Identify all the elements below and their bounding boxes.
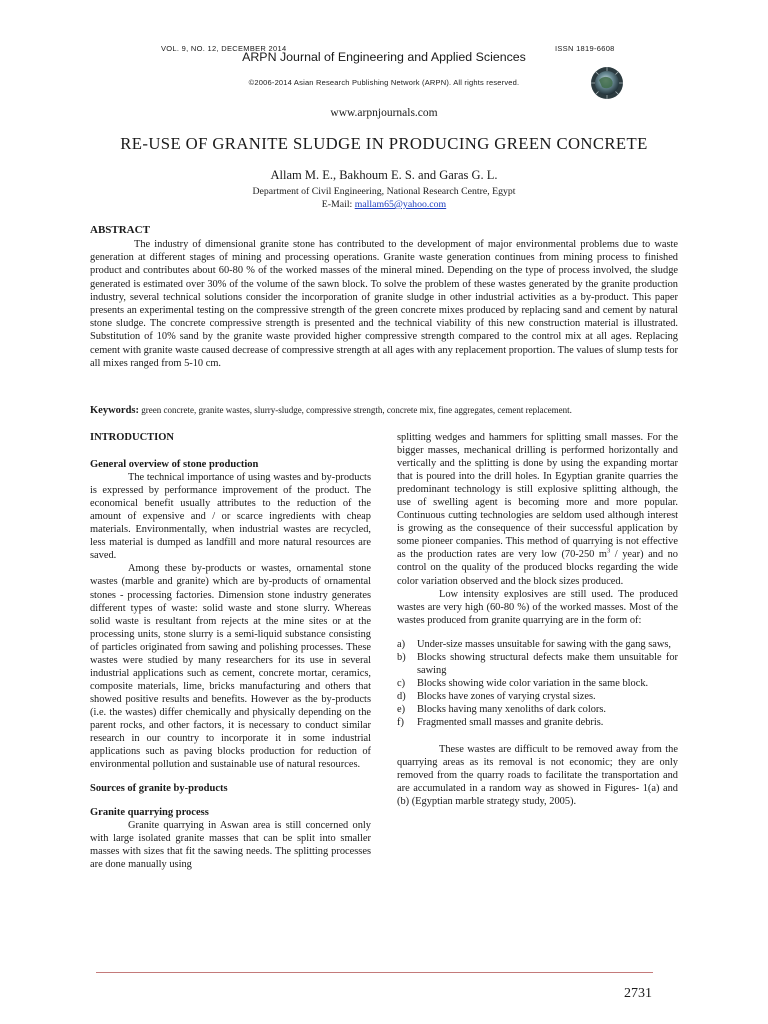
overview-heading: General overview of stone production (90, 459, 259, 471)
list-item (397, 716, 678, 729)
list-item (397, 690, 678, 703)
list-item-text: Blocks showing wide color variation in the same block. (417, 677, 649, 689)
intro-paragraph-2: Among these by-products or wastes, ornamental stone wastes (marble and granite) which are by-products of ornamental stones - processing factories. Dimension stone industry generates different types of waste: solid waste and stone slurry. Whereas solid waste is resultant from rejects at the mine sites or at the processing units, stone slurry is a semi-liquid substance consisting of particles originated from sawing and polishing processes. These wastes were studied by many researchers for its use in several industrial applications such as cement, concrete mortar, ceramics, composite materials, lime, bricks manufacturing and others that showed positive results and benefits. However as the by-products (i.e. the wastes) differ chemically and physically depending on the parent rocks, and other factors, it is necessary to conduct similar research in our country to incorporate it in some industrial applications such as paving blocks production for reduction of environmental pollution and sustainable use of natural resources. (90, 563, 371, 771)
list-item (397, 651, 678, 677)
list-item (397, 677, 678, 690)
splitting-paragraph (397, 431, 678, 588)
issn-info: ISSN 1819-6608 (555, 44, 615, 53)
email-link[interactable]: mallam65@yahoo.com (354, 199, 447, 210)
explosives-paragraph: Low intensity explosives are still used. The produced wastes are very high (60-80 %) of the worked masses. Most of the wastes produced from granite quarrying are in the form of: (397, 588, 678, 626)
list-item (397, 703, 678, 716)
paper-title: RE-USE OF GRANITE SLUDGE IN PRODUCING GREEN CONCRETE (120, 134, 648, 153)
footer-divider (96, 972, 653, 973)
sources-heading: Sources of granite by-products (90, 783, 228, 795)
volume-info: VOL. 9, NO. 12, DECEMBER 2014 (161, 44, 287, 53)
list-item-text: Fragmented small masses and granite debris. (417, 716, 604, 728)
list-item-text: Blocks have zones of varying crystal sizes. (417, 690, 596, 702)
email-label: E-Mail: (321, 199, 355, 210)
list-item-text: Blocks showing structural defects make them unsuitable for sawing (417, 651, 678, 676)
list-item-text: Blocks having many xenoliths of dark colors. (417, 703, 607, 715)
copyright-notice: ©2006-2014 Asian Research Publishing Network (ARPN). All rights reserved. (248, 78, 520, 87)
cubic-superscript: 3 (606, 547, 611, 555)
splitting-text-b: / year) and no control on the quality of the produced blocks regarding the wide color variation observed and the block sizes produced. (397, 549, 678, 587)
journal-website-link[interactable]: www.arpnjournals.com (330, 107, 438, 119)
quarrying-paragraph: Granite quarrying in Aswan area is still concerned only with large isolated granite masses that can be split into smaller masses with sizes that fit the sawing needs. The splitting processes are done manually using (90, 820, 371, 871)
author-email-line (0, 199, 768, 210)
list-item (397, 638, 678, 651)
list-item-label: d) (397, 690, 406, 702)
abstract-body: The industry of dimensional granite stone has contributed to the development of major environmental problems due to waste generation at different stages of mining and processing operations. Granite waste generation continues from mining process to finished product and contributes about 60-80 % of the worked masses of the mineral mined. Depending on the type of process involved, the sludge generated is estimated over 30% of the volume of the sawn block. To solve the problem of these wastes generated by the granite production industry, several technical solutions consider the incorporation of granite sludge in other industrial activities as a by-product. This paper presents an experimental testing on the compressive strength of the green concrete mixes produced by replacing sand and cement by natural stone sludge. The concrete compressive strength is presented and the technical viability of this new construction material is illustrated. Substitution of 10% sand by the granite waste provided higher compressive strength compared to the control mix at all ages. Replacing cement with granite waste caused decrease of compressive strength at all ages with any replacement proportion. The values of slump tests for all mixes ranged from 5-10 cm. (90, 239, 678, 369)
keywords-text: green concrete, granite wastes, slurry-sludge, compressive strength, concrete mix, fine aggregates, cement replacement. (139, 405, 572, 415)
keywords-line (90, 405, 572, 416)
removal-paragraph: These wastes are difficult to be removed away from the quarrying areas as its removal is not economic; they are only removed from the quarry roads to facilitate the transportation and are accumulated in a random way as showed in Figures- 1(a) and (b) (Egyptian marble strategy study, 2005). (397, 744, 678, 808)
abstract-heading: ABSTRACT (90, 224, 150, 236)
list-item-label: c) (397, 677, 406, 689)
author-affiliation: Department of Civil Engineering, National Research Centre, Egypt (252, 186, 516, 197)
journal-title: ARPN Journal of Engineering and Applied Sciences (242, 50, 526, 64)
list-item-label: e) (397, 703, 406, 715)
page-number: 2731 (624, 986, 652, 1001)
quarrying-heading: Granite quarrying process (90, 807, 209, 819)
list-item-label: b) (397, 651, 406, 663)
splitting-text-a: splitting wedges and hammers for splitting small masses. For the bigger masses, mechanical drilling is performed horizontally and vertically and the splitting is done by using the expanding mortar that is poured into the drill holes. In Egyptian granite quarries the predominant technology is still explosive splitting although, the use of swelling agent is becoming more and more popular. Continuous cutting technologies are seldom used although interest is growing as the consequence of their successful application by some pioneer companies. This method of quarrying is not effective as the production rates are very low (70-250 m (397, 432, 678, 561)
paper-authors: Allam M. E., Bakhoum E. S. and Garas G. L. (270, 168, 498, 182)
left-column (90, 431, 371, 871)
right-column (397, 431, 678, 808)
arpn-globe-logo-icon (590, 66, 624, 100)
keywords-label: Keywords: (90, 405, 139, 416)
introduction-heading: INTRODUCTION (90, 432, 175, 443)
list-item-label: f) (397, 716, 404, 728)
list-item-text: Under-size masses unsuitable for sawing with the gang saws, (417, 638, 672, 650)
intro-paragraph-1: The technical importance of using wastes and by-products is expressed by performance improvement of the product. The economical benefit usually attributes to the reduction of the amount of expensive and / or scarce ingredients with cheap materials. Environmentally, when industrial wastes are recycled, less material is dumped as landfill and more natural resources are saved. (90, 472, 371, 562)
list-item-label: a) (397, 638, 406, 650)
waste-forms-list (397, 638, 678, 729)
